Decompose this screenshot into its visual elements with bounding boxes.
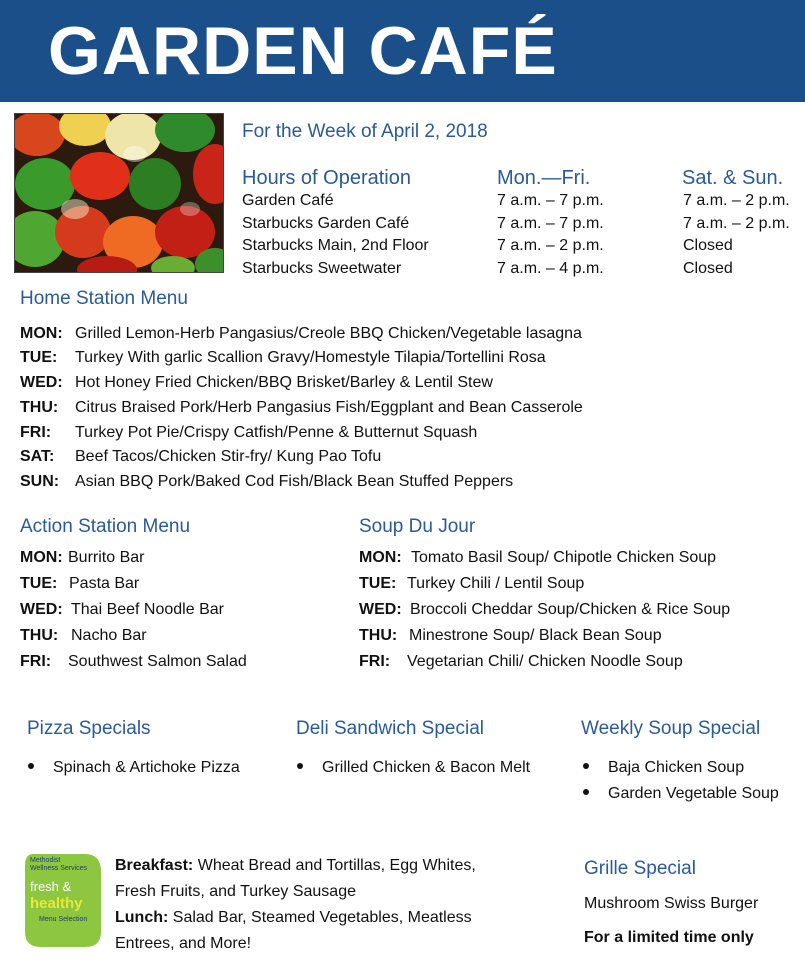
- logo-line3: fresh &: [30, 879, 72, 894]
- breakfast-label: Breakfast:: [115, 857, 194, 874]
- hours-row-weekend: Closed: [683, 237, 733, 254]
- bullet-icon: [297, 763, 303, 769]
- menu-text: Pasta Bar: [69, 575, 140, 592]
- breakfast-line1: [115, 857, 476, 875]
- menu-text: Grilled Lemon-Herb Pangasius/Creole BBQ Chicken/Vegetable lasagna: [75, 325, 582, 342]
- fresh-healthy-logo: [23, 852, 103, 949]
- menu-text: Burrito Bar: [68, 549, 145, 566]
- grille-title: Grille Special: [584, 858, 696, 879]
- day-label: WED:: [359, 601, 402, 618]
- lunch-line1: [115, 909, 472, 927]
- menu-text: Vegetarian Chili/ Chicken Noodle Soup: [407, 653, 683, 670]
- bullet-icon: [583, 763, 589, 769]
- menu-text: Nacho Bar: [71, 627, 147, 644]
- day-label: TUE:: [359, 575, 397, 592]
- weekly-soup-item: [583, 759, 744, 777]
- menu-text: Southwest Salmon Salad: [68, 653, 247, 670]
- home-station-row: [20, 349, 546, 371]
- logo-line5: Menu Selection: [39, 916, 88, 923]
- breakfast-text: Wheat Bread and Tortillas, Egg Whites,: [197, 857, 476, 874]
- grille-item: Mushroom Swiss Burger: [584, 895, 759, 912]
- soup-row: [359, 653, 683, 675]
- header-banner: [0, 0, 805, 102]
- peppers-photo: [14, 113, 224, 273]
- day-label: THU:: [20, 627, 59, 644]
- action-station-row: [20, 627, 147, 649]
- menu-text: Tomato Basil Soup/ Chipotle Chicken Soup: [411, 549, 717, 566]
- hours-row-weekend: 7 a.m. – 2 p.m.: [683, 215, 790, 232]
- day-label: WED:: [20, 374, 63, 391]
- hours-row-name: Starbucks Main, 2nd Floor: [242, 237, 429, 254]
- day-label: WED:: [20, 601, 63, 618]
- home-station-row: [20, 448, 381, 470]
- weekly-soup-title: Weekly Soup Special: [581, 718, 761, 739]
- lunch-line2: Entrees, and More!: [115, 935, 252, 952]
- day-label: TUE:: [20, 575, 58, 592]
- peppers-image: [15, 114, 223, 272]
- lunch-label: Lunch:: [115, 909, 169, 926]
- menu-text: Minestrone Soup/ Black Bean Soup: [409, 627, 662, 644]
- hours-row-weekday: 7 a.m. – 2 p.m.: [497, 237, 604, 254]
- day-label: MON:: [359, 549, 402, 566]
- day-label: SAT:: [20, 448, 55, 465]
- bullet-icon: [583, 789, 589, 795]
- hours-row-name: Starbucks Garden Café: [242, 215, 410, 232]
- deli-title: Deli Sandwich Special: [296, 718, 484, 739]
- day-label: THU:: [359, 627, 398, 644]
- menu-text: Turkey Chili / Lentil Soup: [407, 575, 585, 592]
- soup-row: [359, 601, 730, 623]
- deli-item: [297, 759, 530, 777]
- menu-text: Turkey Pot Pie/Crispy Catfish/Penne & Butternut Squash: [75, 424, 478, 441]
- menu-text: Asian BBQ Pork/Baked Cod Fish/Black Bean Stuffed Peppers: [75, 473, 514, 490]
- hours-row-weekend: 7 a.m. – 2 p.m.: [683, 192, 790, 209]
- lunch-text: Salad Bar, Steamed Vegetables, Meatless: [172, 909, 472, 926]
- day-label: MON:: [20, 549, 63, 566]
- day-label: MON:: [20, 325, 63, 342]
- hours-title: Hours of Operation: [242, 167, 411, 189]
- soup-row: [359, 575, 584, 597]
- day-label: FRI:: [359, 653, 391, 670]
- home-station-title: Home Station Menu: [20, 288, 188, 309]
- hours-row-name: Starbucks Sweetwater: [242, 260, 402, 277]
- home-station-row: [20, 473, 513, 495]
- menu-text: Citrus Braised Pork/Herb Pangasius Fish/Eggplant and Bean Casserole: [75, 399, 583, 416]
- hours-row-weekday: 7 a.m. – 7 p.m.: [497, 215, 604, 232]
- home-station-row: [20, 374, 493, 396]
- hours-row-weekday: 7 a.m. – 4 p.m.: [497, 260, 604, 277]
- home-station-row: [20, 424, 477, 446]
- hours-col-weekday: Mon.—Fri.: [497, 167, 591, 189]
- logo-line2: Wellness Services: [30, 865, 88, 872]
- weekly-soup-item: [583, 785, 779, 803]
- menu-text: Beef Tacos/Chicken Stir-fry/ Kung Pao Tofu: [75, 448, 382, 465]
- hours-col-weekend: Sat. & Sun.: [682, 167, 784, 189]
- day-label: FRI:: [20, 653, 52, 670]
- menu-text: Thai Beef Noodle Bar: [71, 601, 224, 618]
- hours-row-name: Garden Café: [242, 192, 334, 209]
- breakfast-line2: Fresh Fruits, and Turkey Sausage: [115, 883, 356, 900]
- menu-text: Turkey With garlic Scallion Gravy/Homestyle Tilapia/Tortellini Rosa: [75, 349, 546, 366]
- weekly-soup-item-text: Garden Vegetable Soup: [608, 785, 779, 802]
- soup-du-jour-title: Soup Du Jour: [359, 516, 476, 537]
- soup-row: [359, 549, 716, 571]
- pizza-item-text: Spinach & Artichoke Pizza: [53, 759, 240, 776]
- hours-row-weekday: 7 a.m. – 7 p.m.: [497, 192, 604, 209]
- soup-row: [359, 627, 662, 649]
- day-label: FRI:: [20, 424, 52, 441]
- bullet-icon: [28, 763, 34, 769]
- deli-item-text: Grilled Chicken & Bacon Melt: [322, 759, 531, 776]
- home-station-row: [20, 399, 583, 421]
- page-title: GARDEN CAFÉ: [48, 13, 558, 89]
- action-station-row: [20, 653, 247, 675]
- pizza-title: Pizza Specials: [27, 718, 151, 739]
- grille-note: For a limited time only: [584, 929, 754, 946]
- action-station-row: [20, 601, 224, 623]
- action-station-row: [20, 549, 144, 571]
- pizza-item: [28, 759, 240, 777]
- menu-text: Hot Honey Fried Chicken/BBQ Brisket/Barley & Lentil Stew: [75, 374, 493, 391]
- weekly-soup-item-text: Baja Chicken Soup: [608, 759, 745, 776]
- logo-line4: healthy: [30, 895, 83, 912]
- action-station-row: [20, 575, 139, 597]
- action-station-title: Action Station Menu: [20, 516, 191, 537]
- day-label: THU:: [20, 399, 59, 416]
- menu-text: Broccoli Cheddar Soup/Chicken & Rice Soup: [410, 601, 731, 618]
- home-station-row: [20, 325, 582, 347]
- hours-row-weekend: Closed: [683, 260, 733, 277]
- week-label: For the Week of April 2, 2018: [242, 121, 488, 142]
- logo-line1: Methodist: [30, 857, 61, 864]
- day-label: SUN:: [20, 473, 60, 490]
- day-label: TUE:: [20, 349, 58, 366]
